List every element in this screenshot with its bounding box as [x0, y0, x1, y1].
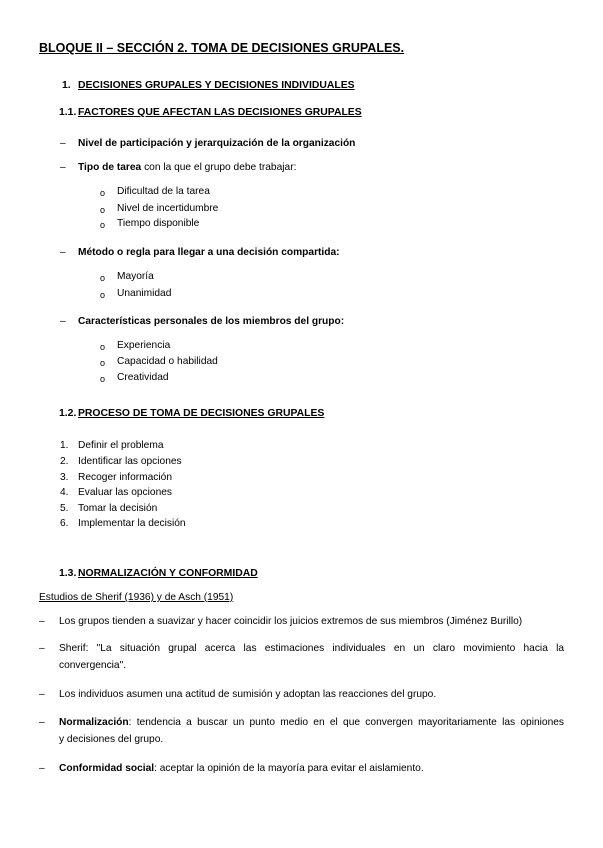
dash-marker: –	[39, 616, 45, 627]
section-1-3-heading: NORMALIZACIÓN Y CONFORMIDAD	[78, 568, 258, 579]
factor-method: Método o regla para llegar a una decisión compartida:	[78, 247, 340, 258]
section-1-1-number: 1.1.	[59, 107, 77, 118]
factor-task-type	[78, 162, 296, 173]
factor-task-type-bold: Tipo de tarea	[78, 162, 142, 173]
point-groups-smooth: Los grupos tienden a suavizar y hacer coincidir los juicios extremos de sus miembros (Jiménez Burillo)	[59, 616, 523, 627]
dash-marker: –	[60, 316, 66, 327]
step-evaluate-options: Evaluar las opciones	[78, 487, 173, 498]
bullet-marker: o	[100, 290, 106, 300]
factor-participation: Nivel de participación y jerarquización de la organización	[78, 138, 356, 149]
section-1-3-number: 1.3.	[59, 568, 77, 579]
task-item-difficulty: Dificultad de la tarea	[117, 186, 210, 197]
step-number: 6.	[60, 518, 69, 529]
document-title: BLOQUE II – SECCIÓN 2. TOMA DE DECISIONES GRUPALES.	[39, 41, 405, 55]
point-social-conformity	[59, 763, 424, 774]
section-1-2-heading: PROCESO DE TOMA DE DECISIONES GRUPALES	[78, 408, 325, 419]
task-item-time: Tiempo disponible	[117, 218, 200, 229]
step-number: 3.	[60, 472, 69, 483]
section-1-1-heading: FACTORES QUE AFECTAN LAS DECISIONES GRUPALES	[78, 107, 362, 118]
method-item-unanimity: Unanimidad	[117, 288, 172, 299]
dash-marker: –	[60, 138, 66, 149]
point-sherif-line2: convergencia".	[59, 660, 127, 671]
dash-marker: –	[39, 643, 45, 654]
bullet-marker: o	[100, 342, 106, 352]
method-item-majority: Mayoría	[117, 271, 154, 282]
section-1-number: 1.	[62, 80, 71, 91]
step-number: 2.	[60, 456, 69, 467]
step-number: 5.	[60, 503, 69, 514]
dash-marker: –	[39, 717, 45, 728]
bullet-marker: o	[100, 205, 106, 215]
conformity-definition: : aceptar la opinión de la mayoría para evitar el aislamiento.	[154, 763, 424, 774]
dash-marker: –	[60, 162, 66, 173]
bullet-marker: o	[100, 273, 106, 283]
studies-subheading: Estudios de Sherif (1936) y de Asch (1951)	[39, 592, 234, 603]
dash-marker: –	[39, 763, 45, 774]
trait-item-experience: Experiencia	[117, 340, 171, 351]
section-1-2-number: 1.2.	[59, 408, 77, 419]
dash-marker: –	[39, 689, 45, 700]
step-define-problem: Definir el problema	[78, 440, 164, 451]
step-gather-info: Recoger información	[78, 472, 172, 483]
trait-item-creativity: Creatividad	[117, 372, 169, 383]
bullet-marker: o	[100, 220, 106, 230]
normalization-definition: : tendencia a buscar un punto medio en el que convergen mayoritariamente las opiniones	[128, 717, 564, 728]
factor-personal-traits: Características personales de los miembros del grupo:	[78, 316, 345, 327]
bullet-marker: o	[100, 358, 106, 368]
point-submission: Los individuos asumen una actitud de sumisión y adoptan las reacciones del grupo.	[59, 689, 437, 700]
conformity-term: Conformidad social	[59, 763, 155, 774]
normalization-term: Normalización	[59, 717, 129, 728]
step-identify-options: Identificar las opciones	[78, 456, 182, 467]
section-1-heading: DECISIONES GRUPALES Y DECISIONES INDIVIDUALES	[78, 80, 355, 91]
trait-item-ability: Capacidad o habilidad	[117, 356, 218, 367]
bullet-marker: o	[100, 374, 106, 384]
step-make-decision: Tomar la decisión	[78, 503, 158, 514]
step-number: 4.	[60, 487, 69, 498]
factor-task-type-rest: con la que el grupo debe trabajar:	[141, 162, 297, 173]
point-normalization-line2: y decisiones del grupo.	[59, 734, 164, 745]
step-number: 1.	[60, 440, 69, 451]
dash-marker: –	[60, 247, 66, 258]
task-item-uncertainty: Nivel de incertidumbre	[117, 203, 219, 214]
step-implement-decision: Implementar la decisión	[78, 518, 186, 529]
bullet-marker: o	[100, 188, 106, 198]
point-normalization-line1	[59, 717, 564, 728]
point-sherif-line1: Sherif: "La situación grupal acerca las estimaciones individuales en un claro movimiento hacia la	[59, 643, 564, 654]
